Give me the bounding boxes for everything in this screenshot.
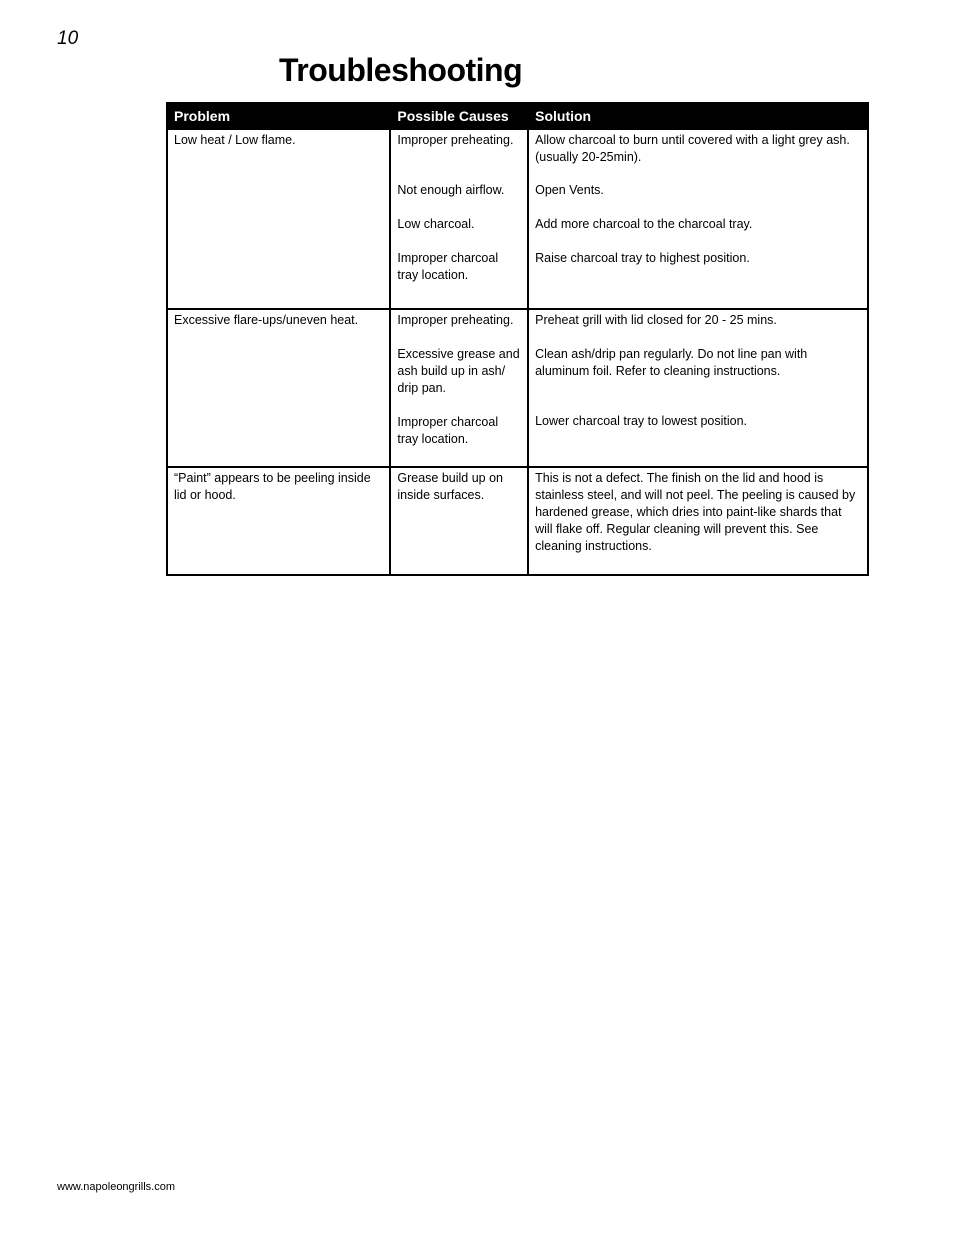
problem-cell [167,129,390,309]
solution-item: Add more charcoal to the charcoal tray. [535,217,753,231]
causes-cell [390,309,528,467]
cause-item: Not enough airflow. [397,183,505,197]
solution-item: Clean ash/drip pan regularly. Do not line pan with aluminum foil. Refer to cleaning instructions. [535,347,808,378]
problem-text: Excessive flare-ups/uneven heat. [174,313,359,327]
header-possible-causes: Possible Causes [390,103,528,129]
header-solution: Solution [528,103,868,129]
table-row [167,467,868,575]
solutions-cell [528,129,868,309]
cause-item: Excessive grease and ash build up in ash/ drip pan. [397,347,520,395]
cause-item: Grease build up on inside surfaces. [397,471,504,502]
cause-item: Improper charcoal tray location. [397,251,499,282]
troubleshooting-table [166,102,869,576]
cause-item: Improper preheating. [397,133,514,147]
causes-cell [390,129,528,309]
problem-text: “Paint” appears to be peeling inside lid or hood. [174,471,371,502]
table-row [167,129,868,309]
problem-cell [167,467,390,575]
table-row [167,309,868,467]
solution-item: Open Vents. [535,183,604,197]
solutions-cell [528,309,868,467]
solution-item: Lower charcoal tray to lowest position. [535,414,748,428]
cause-item: Improper preheating. [397,313,514,327]
solution-item: This is not a defect. The finish on the lid and hood is stainless steel, and will not peel. The peeling is caused by hardened grease, which dries into paint-like shards that will flake off. Regular cleaning will prevent this. See cleaning instructions. [535,471,856,553]
solution-item: Raise charcoal tray to highest position. [535,251,750,265]
problem-text: Low heat / Low flame. [174,133,296,147]
header-problem: Problem [167,103,390,129]
cause-item: Low charcoal. [397,217,475,231]
page-number: 10 [57,28,79,49]
solutions-cell [528,467,868,575]
solution-item: Preheat grill with lid closed for 20 - 25 mins. [535,313,777,327]
cause-item: Improper charcoal tray location. [397,415,499,446]
solution-item: Allow charcoal to burn until covered with a light grey ash. (usually 20-25min). [535,133,850,164]
causes-cell [390,467,528,575]
problem-cell [167,309,390,467]
page-title: Troubleshooting [279,52,523,88]
footer-website-url: www.napoleongrills.com [57,1181,175,1193]
table-header-row [167,103,868,129]
